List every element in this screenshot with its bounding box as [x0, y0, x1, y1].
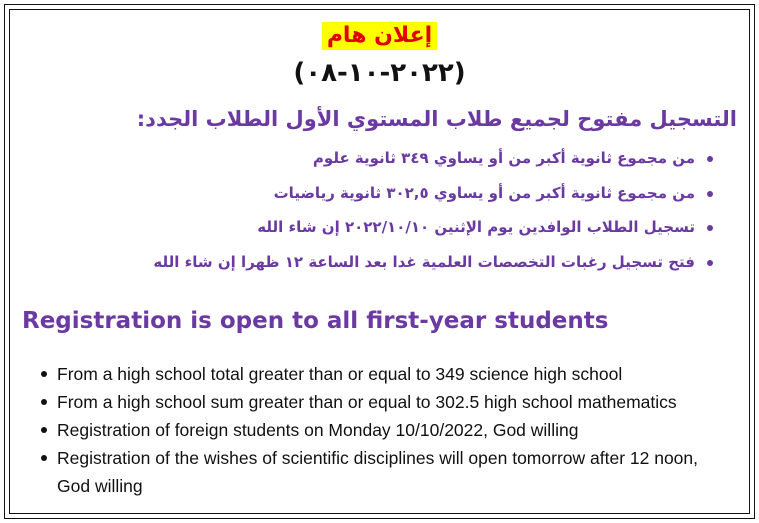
english-list	[40, 360, 730, 500]
english-list-item	[40, 388, 730, 416]
bullet-icon	[41, 455, 47, 461]
english-list-item	[40, 416, 730, 444]
arabic-list-item	[153, 254, 695, 289]
bullet-icon	[41, 371, 47, 377]
announcement-title: إعلان هام	[322, 22, 437, 50]
english-item-text: From a high school total greater than or equal to 349 science high school	[57, 364, 623, 384]
arabic-item-text: تسجيل الطلاب الوافدين يوم الإثنين ٢٠٢٢/١٠/١٠ إن شاء الله	[257, 218, 695, 236]
english-item-text: Registration of the wishes of scientific disciplines will open tomorrow after 12 noon, God willing	[57, 448, 699, 496]
bullet-icon	[707, 156, 713, 162]
bullet-icon	[707, 260, 713, 266]
bullet-icon	[41, 427, 47, 433]
arabic-item-text: من مجموع ثانوية أكبر من أو يساوي ٣٠٢,٥ ثانوية رياضيات	[273, 183, 695, 202]
english-item-text: From a high school sum greater than or equal to 302.5 high school mathematics	[57, 392, 677, 412]
arabic-list-item	[153, 219, 695, 254]
english-list-item	[40, 444, 730, 500]
arabic-list-item	[153, 185, 695, 220]
bullet-icon	[707, 191, 713, 197]
arabic-list-item	[153, 150, 695, 185]
arabic-item-text: فتح تسجيل رغبات التخصصات العلمية غدا بعد الساعة ١٢ ظهرا إن شاء الله	[153, 252, 695, 271]
arabic-list	[153, 150, 695, 288]
title-container	[0, 22, 759, 50]
bullet-icon	[707, 225, 713, 231]
arabic-item-text: من مجموع ثانوية أكبر من أو يساوي ٣٤٩ ثانوية علوم	[312, 149, 695, 167]
english-heading: Registration is open to all first-year students	[22, 308, 609, 334]
english-list-item	[40, 360, 730, 388]
announcement-date: (٢٠٢٢-١٠-٠٨)	[293, 58, 466, 88]
arabic-heading: التسجيل مفتوح لجميع طلاب المستوي الأول الطلاب الجدد:	[136, 107, 737, 131]
bullet-icon	[41, 399, 47, 405]
english-item-text: Registration of foreign students on Monday 10/10/2022, God willing	[57, 420, 579, 440]
